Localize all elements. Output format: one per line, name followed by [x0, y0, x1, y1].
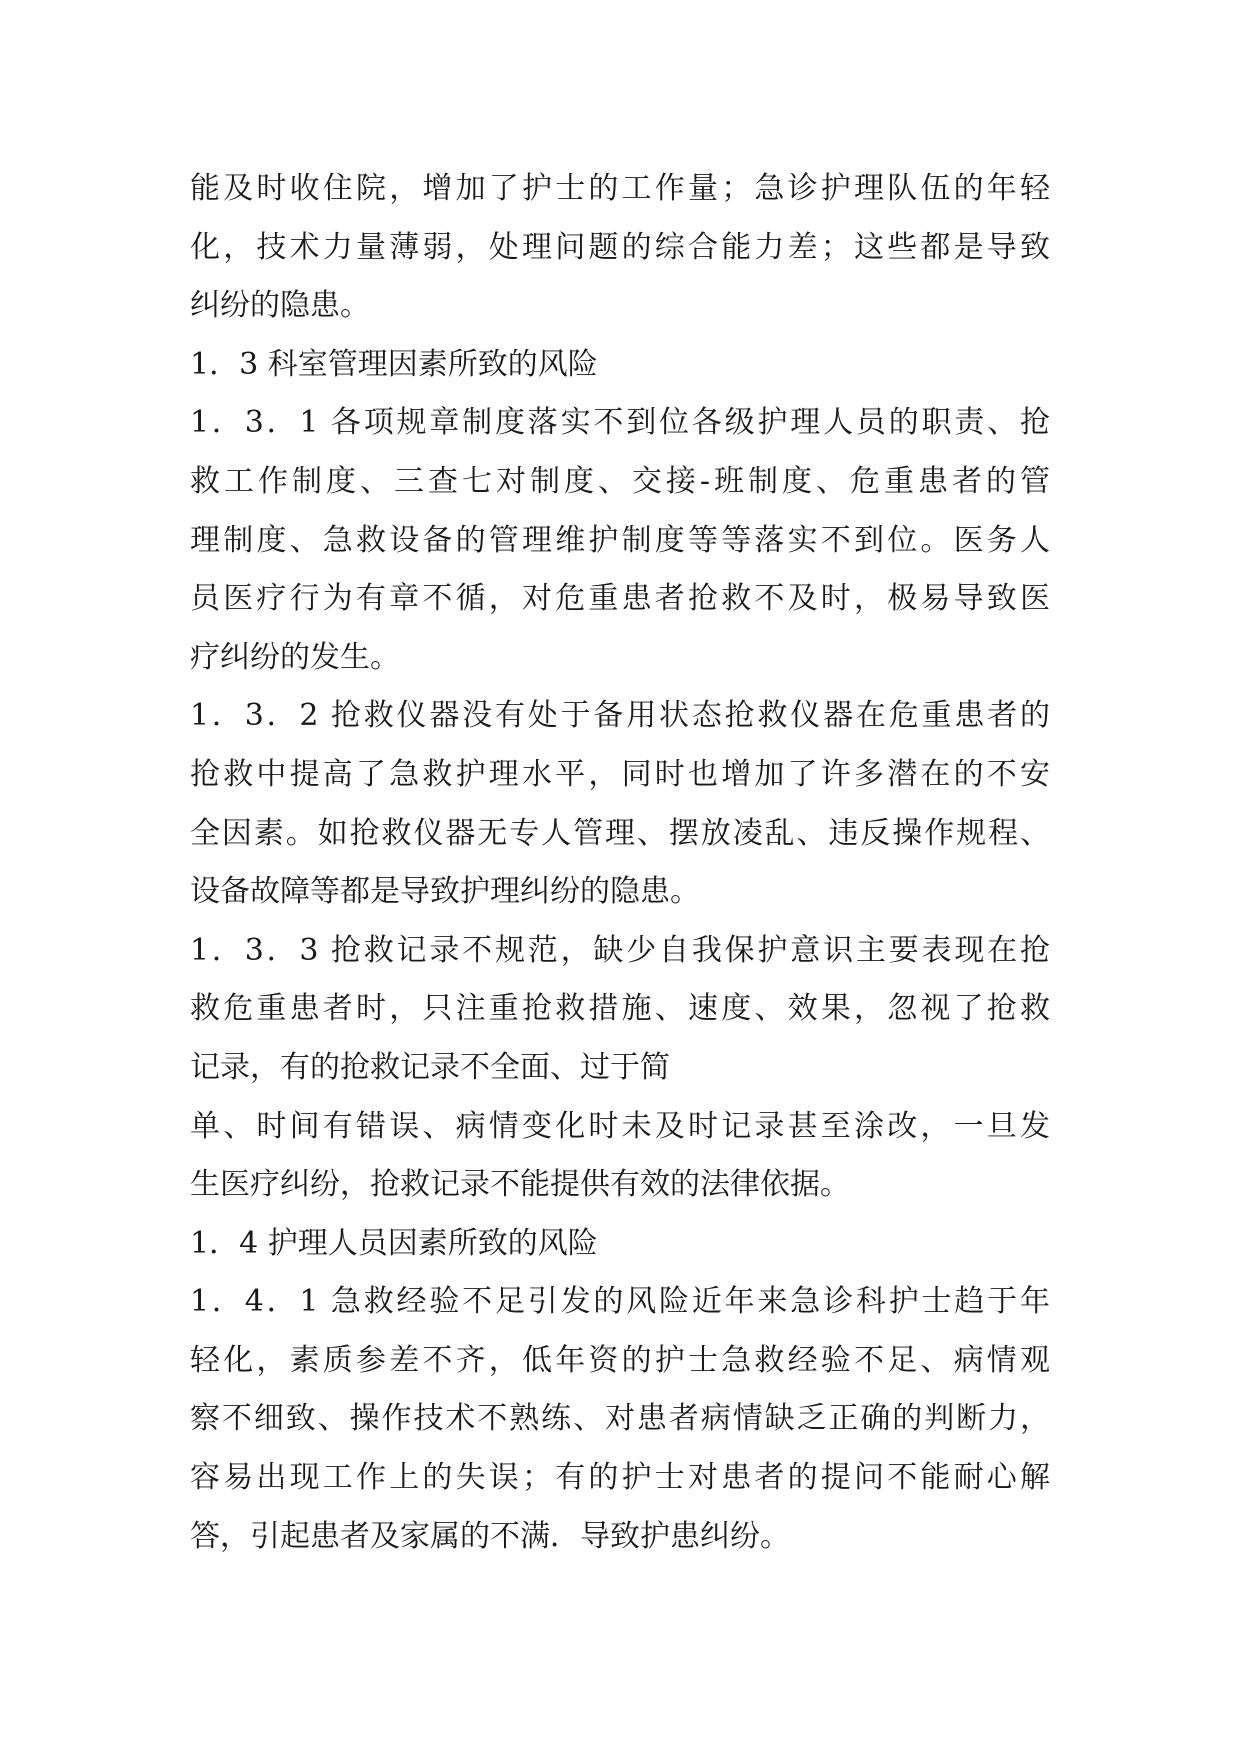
paragraph-line: 1．4．1 急救经验不足引发的风险近年来急诊科护士趋于年: [190, 1284, 1050, 1320]
paragraph-line: 救工作制度、三查七对制度、交接-班制度、危重患者的管: [190, 463, 1050, 499]
paragraph-line: 单、时间有错误、病情变化时未及时记录甚至涂改，一旦发: [190, 1108, 1050, 1144]
paragraph-line: 答，引起患者及家属的不满．导致护患纠纷。: [190, 1518, 790, 1554]
paragraph-line: 能及时收住院，增加了护士的工作量；急诊护理队伍的年轻: [190, 171, 1050, 206]
paragraph-line: 员医疗行为有章不循，对危重患者抢救不及时，极易导致医: [190, 581, 1050, 617]
paragraph-line: 全因素。如抢救仪器无专人管理、摆放凌乱、违反操作规程、: [190, 815, 1050, 851]
document-body: [190, 160, 1050, 1566]
paragraph-line: 察不细致、操作技术不熟练、对患者病情缺乏正确的判断力，: [190, 1401, 1050, 1437]
paragraph-line: 生医疗纠纷，抢救记录不能提供有效的法律依据。: [190, 1167, 850, 1203]
paragraph-line: 1．3．1 各项规章制度落实不到位各级护理人员的职责、抢: [190, 405, 1050, 441]
section-heading: 1．4 护理人员因素所致的风险: [190, 1225, 598, 1261]
paragraph-line: 化，技术力量薄弱，处理问题的综合能力差；这些都是导致: [190, 229, 1050, 265]
paragraph-line: 救危重患者时，只注重抢救措施、速度、效果，忽视了抢救: [190, 991, 1050, 1027]
paragraph-line: 1．3．3 抢救记录不规范，缺少自我保护意识主要表现在抢: [190, 932, 1050, 968]
paragraph-line: 设备故障等都是导致护理纠纷的隐患。: [190, 874, 700, 910]
paragraph-line: 1．3．2 抢救仪器没有处于备用状态抢救仪器在危重患者的: [190, 698, 1050, 734]
paragraph-line: 抢救中提高了急救护理水平，同时也增加了许多潜在的不安: [190, 756, 1050, 792]
paragraph-line: 纠纷的隐患。: [190, 288, 370, 324]
paragraph-line: 容易出现工作上的失误；有的护士对患者的提问不能耐心解: [190, 1460, 1050, 1496]
paragraph-line: 理制度、急救设备的管理维护制度等等落实不到位。医务人: [190, 522, 1050, 558]
paragraph-line: 疗纠纷的发生。: [190, 639, 400, 675]
section-heading: 1．3 科室管理因素所致的风险: [190, 346, 598, 382]
paragraph-line: 记录，有的抢救记录不全面、过于简: [190, 1049, 670, 1085]
paragraph-line: 轻化，素质参差不齐，低年资的护士急救经验不足、病情观: [190, 1342, 1050, 1378]
